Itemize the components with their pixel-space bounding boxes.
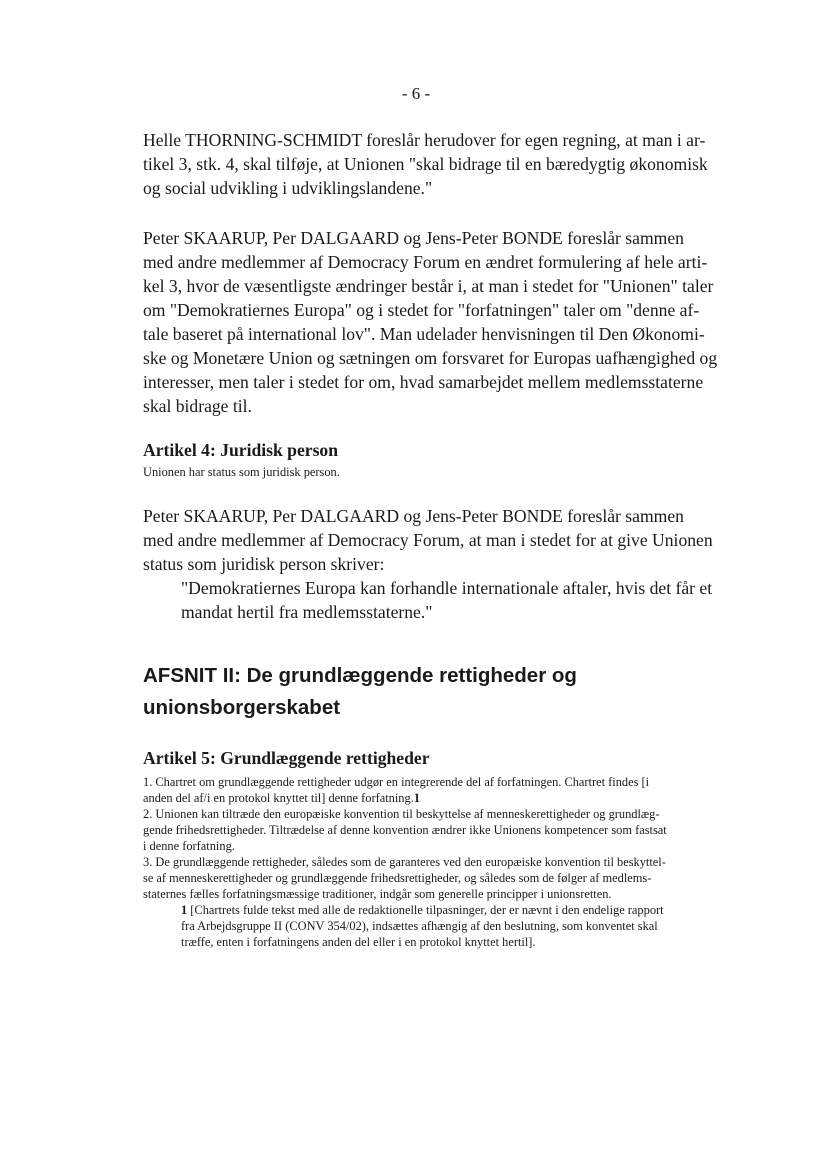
article-5-paragraph-1: 1. Chartret om grundlæggende rettigheder udgør en integrerende del af forfatningen. Chartret findes [i anden del af/i en protokol knyttet til] denne forfatning.1 — [143, 775, 650, 805]
article-5-paragraph-3: 3. De grundlæggende rettigheder, således som de garanteres ved den europæiske konvention til beskyttel- se af menneskerettigheder og grundlæggende frihedsrettigheder, og således som de følger af medlems- staternes fælles forfatningsmæssige traditioner, indgår som generelle principper i unionsretten. — [143, 855, 666, 901]
page-number: - 6 - — [401, 84, 431, 103]
article-5-heading: Artikel 5: Grundlæggende rettigheder — [143, 748, 430, 768]
quote-democracies-europe: "Demokratiernes Europa kan forhandle internationale aftaler, hvis det får et mandat hertil fra medlemsstaterne." — [181, 578, 713, 622]
article-4-text: Unionen har status som juridisk person. — [143, 465, 340, 479]
footnote-reference: 1 — [413, 791, 420, 805]
paragraph-skaarup-article3: Peter SKAARUP, Per DALGAARD og Jens-Peter BONDE foreslår sammen med andre medlemmer af Democracy Forum en ændret formulering af hele arti- kel 3, hvor de væsentligste ændringer består i, at man i stedet for "Unionen" taler om "Demokratiernes Europa" og i stedet for "forfatningen" taler om "denne af- tale baseret på international lov". Man udelader henvisningen til Den Økonomi- ske og Monetære Union og sætningen om forsvaret for Europas uafhængighed og interesser, men taler i stedet for om, hvad samarbejdet mellem medlemsstaterne skal bidrage til. — [143, 228, 718, 416]
page-content — [143, 128, 743, 950]
article-4-heading: Artikel 4: Juridisk person — [143, 440, 339, 460]
footnote-number: 1 — [181, 903, 188, 917]
paragraph-skaarup-article4: Peter SKAARUP, Per DALGAARD og Jens-Peter BONDE foreslår sammen med andre medlemmer af Democracy Forum, at man i stedet for at give Unionen status som juridisk person skriver: — [143, 506, 713, 574]
section-ii-title: AFSNIT II: De grundlæggende rettigheder og unionsborgerskabet — [143, 664, 577, 719]
footnote-1: 1 [Chartrets fulde tekst med alle de redaktionelle tilpasninger, der er nævnt i den endelige rapport fra Arbejdsgruppe II (CONV 354/02), indsættes afhængig af den beslutning, som konventet skal træffe, enten i forfatningens anden del eller i en protokol knyttet hertil]. — [181, 903, 664, 949]
paragraph-thorning-schmidt: Helle THORNING-SCHMIDT foreslår herudover for egen regning, at man i ar- tikel 3, stk. 4, skal tilføje, at Unionen "skal bidrage til en bæredygtig økonomisk og social udvikling i udviklingslandene." — [143, 130, 708, 198]
article-5-paragraph-2: 2. Unionen kan tiltræde den europæiske konvention til beskyttelse af menneskerettigheder og grundlæg- gende frihedsrettigheder. Tiltrædelse af denne konvention ændrer ikke Unionens kompetencer som fastsat i denne forfatning. — [143, 807, 667, 853]
